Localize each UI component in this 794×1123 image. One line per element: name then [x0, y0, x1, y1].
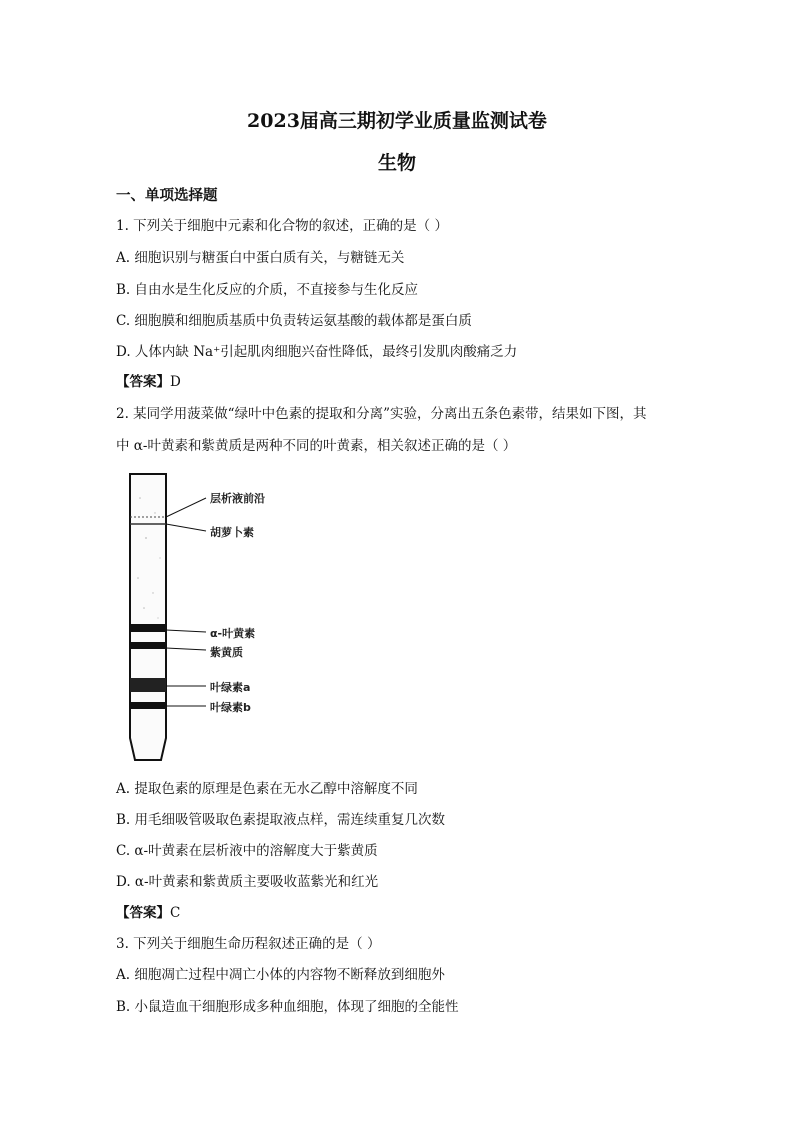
- label-alpha-lutein: α-叶黄素: [210, 627, 256, 640]
- q1-option-c: C. 细胞膜和细胞质基质中负责转运氨基酸的载体都是蛋白质: [116, 313, 472, 329]
- q1-option-d: D. 人体内缺 Na⁺引起肌肉细胞兴奋性降低，最终引发肌肉酸痛乏力: [116, 344, 518, 360]
- alpha-lutein-band: [130, 624, 166, 632]
- label-carotene: 胡萝卜素: [210, 526, 254, 539]
- q2-answer: [116, 904, 180, 922]
- answer-label: 【答案】: [116, 905, 170, 921]
- answer-label: 【答案】: [116, 374, 170, 390]
- label-violaxanthin: 紫黄质: [210, 646, 243, 659]
- label-chlorophyll-a: 叶绿素a: [210, 681, 251, 694]
- subject-title: 生物: [377, 152, 416, 174]
- chlorophyll-a-band: [130, 678, 166, 692]
- q1-option-b: B. 自由水是生化反应的介质，不直接参与生化反应: [116, 282, 419, 298]
- label-chlorophyll-b: 叶绿素b: [210, 701, 251, 714]
- q2-option-b: B. 用毛细吸管吸取色素提取液点样，需连续重复几次数: [116, 812, 446, 828]
- section-heading: 一、单项选择题: [116, 187, 218, 204]
- label-solvent-front: 层析液前沿: [210, 492, 265, 505]
- q2-option-c: C. α-叶黄素在层析液中的溶解度大于紫黄质: [116, 843, 378, 859]
- exam-title: 2023届高三期初学业质量监测试卷: [247, 110, 547, 132]
- carotene-leader: [166, 524, 206, 531]
- q3-option-b: B. 小鼠造血干细胞形成多种血细胞，体现了细胞的全能性: [116, 999, 459, 1015]
- chromatography-figure: [120, 468, 320, 768]
- q1-option-a: A. 细胞识别与糖蛋白中蛋白质有关，与糖链无关: [116, 250, 405, 266]
- q1-stem: 1. 下列关于细胞中元素和化合物的叙述，正确的是（ ）: [116, 218, 448, 234]
- q2-option-d: D. α-叶黄素和紫黄质主要吸收蓝紫光和红光: [116, 874, 379, 890]
- q2-stem-line2: 中 α-叶黄素和紫黄质是两种不同的叶黄素，相关叙述正确的是（ ）: [116, 438, 517, 454]
- alpha-lutein-leader: [166, 630, 206, 632]
- chlorophyll-b-band: [130, 702, 166, 709]
- violaxanthin-band: [130, 642, 166, 649]
- q2-option-a: A. 提取色素的原理是色素在无水乙醇中溶解度不同: [116, 781, 418, 797]
- chromatography-strip-svg: [120, 468, 320, 768]
- q1-answer: [116, 373, 181, 391]
- answer-value: D: [170, 374, 181, 390]
- q3-option-a: A. 细胞凋亡过程中凋亡小体的内容物不断释放到细胞外: [116, 967, 445, 983]
- q3-stem: 3. 下列关于细胞生命历程叙述正确的是（ ）: [116, 936, 381, 952]
- front-leader: [166, 498, 206, 517]
- answer-value: C: [170, 905, 181, 921]
- violaxanthin-leader: [166, 648, 206, 650]
- q2-stem-line1: 2. 某同学用菠菜做“绿叶中色素的提取和分离”实验，分离出五条色素带，结果如下图，其: [116, 406, 647, 422]
